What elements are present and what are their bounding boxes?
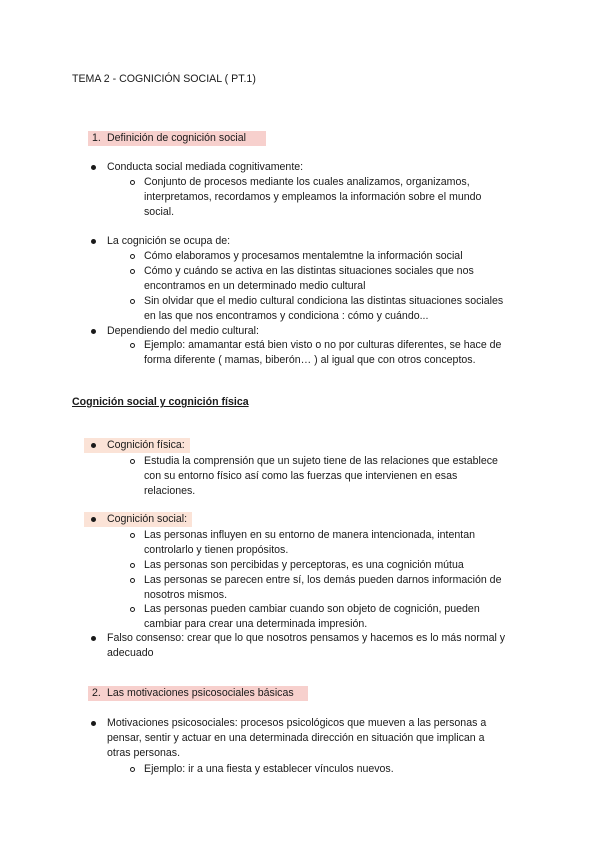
- section1-heading: Definición de cognición social: [107, 132, 246, 144]
- s1-b2-sub1: Cómo elaboramos y procesamos mentalemtne la información social: [144, 250, 463, 262]
- bullet-circle-icon: [130, 180, 135, 185]
- s1-b2-sub3-line2: en las que nos encontramos y condiciona : cómo y cuándo...: [144, 310, 429, 322]
- bullet-circle-icon: [130, 578, 135, 583]
- s3-bullet1-line1: Motivaciones psicosociales: procesos psicológicos que mueven a las personas a: [107, 717, 487, 729]
- s3-bullet1-line3: otras personas.: [107, 747, 181, 759]
- bullet-circle-icon: [130, 767, 135, 772]
- bullet-dot-icon: [91, 636, 96, 641]
- document-title: TEMA 2 - COGNICIÓN SOCIAL ( PT.1): [72, 73, 256, 85]
- s2-b2-sub4-line2: cambiar para crear una determinada impresión.: [144, 618, 368, 630]
- s2-b2-sub3-line2: nosotros mismos.: [144, 589, 228, 601]
- s3-b1-sub1: Ejemplo: ir a una fiesta y establecer vínculos nuevos.: [144, 763, 394, 775]
- s2-bullet1: Cognición física:: [107, 439, 185, 451]
- s2-b1-sub1-line1: Estudia la comprensión que un sujeto tiene de las relaciones que establece: [144, 455, 498, 467]
- bullet-circle-icon: [130, 254, 135, 259]
- s1-bullet2: La cognición se ocupa de:: [107, 235, 231, 247]
- section3-heading: Las motivaciones psicosociales básicas: [107, 687, 294, 699]
- s1-b2-sub2-line2: encontramos en un determinado medio cultural: [144, 280, 366, 292]
- s1-b3-sub1-line1: Ejemplo: amamantar está bien visto o no por culturas diferentes, se hace de: [144, 339, 502, 351]
- s1-bullet1: Conducta social mediada cognitivamente:: [107, 161, 304, 173]
- s1-b2-sub3-line1: Sin olvidar que el medio cultural condiciona las distintas situaciones sociales: [144, 295, 504, 307]
- s1-b2-sub2-line1: Cómo y cuándo se activa en las distintas situaciones sociales que nos: [144, 265, 474, 277]
- section2-heading: Cognición social y cognición física: [72, 396, 249, 408]
- bullet-circle-icon: [130, 343, 135, 348]
- s2-b2-sub1-line1: Las personas influyen en su entorno de manera intencionada, intentan: [144, 529, 475, 541]
- s2-b2-sub3-line1: Las personas se parecen entre sí, los demás pueden darnos información de: [144, 574, 502, 586]
- s2-b1-sub1-line3: relaciones.: [144, 485, 196, 497]
- s2-b2-sub1-line2: controlarlo y tienen propósitos.: [144, 544, 289, 556]
- s1-b1-sub1-line3: social.: [144, 206, 175, 218]
- bullet-circle-icon: [130, 563, 135, 568]
- s3-bullet1-line2: pensar, sentir y actuar en una determinada dirección en situación que implican a: [107, 732, 485, 744]
- s1-b1-sub1-line1: Conjunto de procesos mediante los cuales analizamos, organizamos,: [144, 176, 470, 188]
- s2-bullet3-line2: adecuado: [107, 647, 154, 659]
- bullet-circle-icon: [130, 269, 135, 274]
- section3-number: 2.: [92, 687, 101, 699]
- s1-bullet3: Dependiendo del medio cultural:: [107, 325, 259, 337]
- s2-bullet3-line1: Falso consenso: crear que lo que nosotros pensamos y hacemos es lo más normal y: [107, 632, 506, 644]
- bullet-circle-icon: [130, 607, 135, 612]
- bullet-circle-icon: [130, 533, 135, 538]
- s2-bullet2: Cognición social:: [107, 513, 188, 525]
- section1-number: 1.: [92, 132, 101, 144]
- bullet-dot-icon: [91, 329, 96, 334]
- bullet-dot-icon: [91, 721, 96, 726]
- bullet-dot-icon: [91, 517, 96, 522]
- bullet-circle-icon: [130, 459, 135, 464]
- s1-b3-sub1-line2: forma diferente ( mamas, biberón… ) al igual que con otros conceptos.: [144, 354, 476, 366]
- s2-b1-sub1-line2: con su entorno físico así como las fuerzas que intervienen en esas: [144, 470, 458, 482]
- s1-b1-sub1-line2: interpretamos, recordamos y empleamos la información sobre el mundo: [144, 191, 482, 203]
- s2-b2-sub2: Las personas son percibidas y perceptoras, es una cognición mútua: [144, 559, 464, 571]
- s2-b2-sub4-line1: Las personas pueden cambiar cuando son objeto de cognición, pueden: [144, 603, 480, 615]
- bullet-circle-icon: [130, 299, 135, 304]
- bullet-dot-icon: [91, 443, 96, 448]
- bullet-dot-icon: [91, 165, 96, 170]
- bullet-dot-icon: [91, 239, 96, 244]
